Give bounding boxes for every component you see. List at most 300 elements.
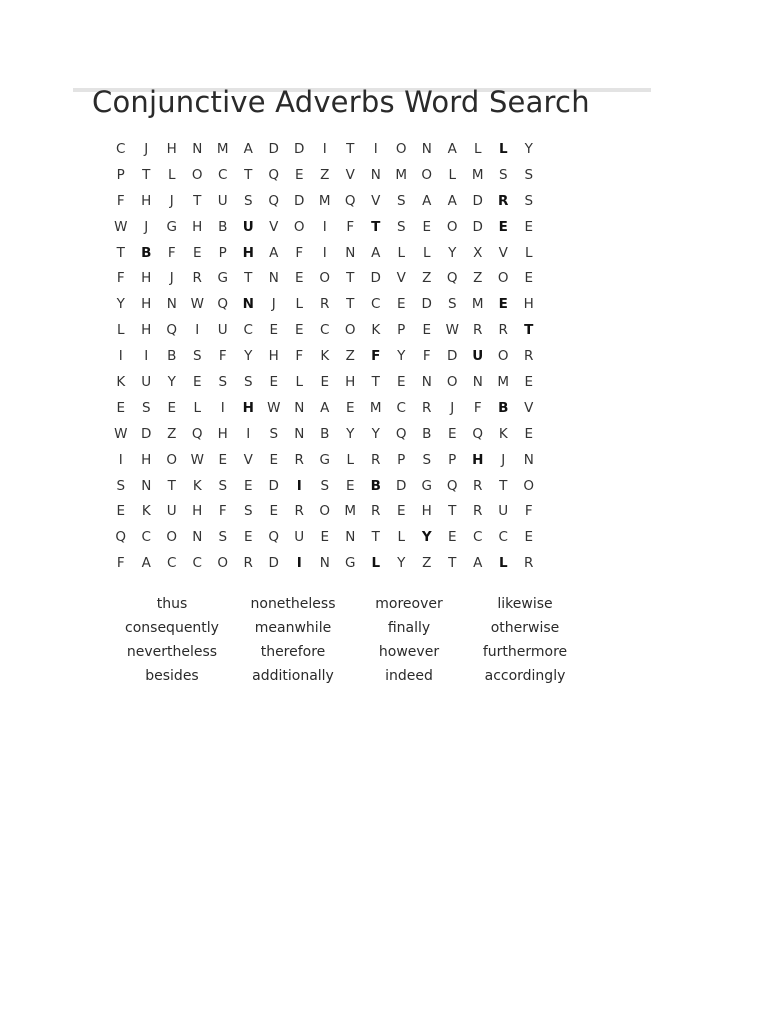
grid-letter: N (370, 166, 381, 183)
grid-letter: E (447, 529, 457, 546)
grid-letter: M (216, 140, 229, 157)
search-word: consequently (125, 620, 219, 636)
grid-letter: D (268, 140, 279, 157)
grid-letter: S (218, 373, 228, 390)
grid-letter: T (371, 218, 381, 235)
grid-letter: H (345, 373, 356, 390)
grid-letter: M (318, 192, 331, 209)
grid-letter: U (217, 322, 228, 339)
grid-letter: V (524, 399, 534, 416)
grid-letter: L (116, 322, 125, 339)
grid-letter: W (114, 218, 128, 235)
grid-letter: I (322, 140, 327, 157)
grid-letter: U (242, 218, 254, 235)
grid-letter: L (473, 140, 482, 157)
grid-letter: I (144, 348, 149, 365)
grid-letter: E (243, 529, 253, 546)
grid-letter: R (498, 192, 509, 209)
grid-letter: W (267, 399, 281, 416)
grid-letter: R (371, 451, 381, 468)
grid-letter: E (320, 529, 330, 546)
search-word: additionally (252, 668, 334, 684)
grid-letter: F (422, 348, 431, 365)
grid-row (108, 240, 542, 266)
grid-letter: K (371, 322, 381, 339)
grid-letter: E (524, 373, 534, 390)
grid-letter: N (166, 296, 177, 313)
grid-letter: I (322, 218, 327, 235)
grid-letter: E (422, 218, 432, 235)
search-word: nevertheless (126, 644, 218, 660)
grid-letter: E (269, 451, 279, 468)
grid-row (108, 291, 542, 317)
grid-letter: R (422, 399, 432, 416)
grid-letter: U (217, 192, 228, 209)
grid-letter: W (190, 451, 204, 468)
grid-letter: D (268, 477, 279, 494)
grid-letter: F (116, 555, 125, 572)
grid-letter: T (244, 166, 253, 183)
search-word: otherwise (490, 620, 560, 636)
grid-letter: E (320, 373, 330, 390)
grid-letter: N (192, 140, 203, 157)
grid-letter: Q (344, 192, 356, 209)
grid-letter: L (397, 244, 406, 261)
grid-letter: Y (371, 425, 380, 442)
grid-letter: G (319, 451, 330, 468)
grid-letter: S (524, 166, 534, 183)
grid-letter: T (499, 477, 508, 494)
grid-letter: E (294, 166, 304, 183)
grid-row (108, 395, 542, 421)
grid-letter: E (498, 218, 508, 235)
grid-letter: Y (524, 140, 533, 157)
grid-letter: E (218, 451, 228, 468)
grid-letter: R (294, 503, 304, 520)
grid-letter: I (118, 348, 123, 365)
grid-letter: E (396, 373, 406, 390)
grid-letter: O (421, 166, 433, 183)
grid-row (108, 214, 542, 240)
grid-letter: H (141, 451, 152, 468)
grid-letter: T (193, 192, 202, 209)
grid-letter: O (191, 166, 203, 183)
grid-letter: O (293, 218, 305, 235)
grid-letter: A (371, 244, 381, 261)
grid-letter: I (220, 399, 225, 416)
grid-letter: B (167, 348, 177, 365)
grid-letter: N (319, 555, 330, 572)
grid-letter: T (167, 477, 176, 494)
grid-letter: S (396, 218, 406, 235)
grid-letter: E (192, 373, 202, 390)
grid-letter: V (243, 451, 253, 468)
grid-letter: P (397, 322, 406, 339)
grid-letter: O (319, 270, 331, 287)
grid-letter: F (524, 503, 533, 520)
grid-letter: P (448, 451, 457, 468)
grid-letter: L (397, 529, 406, 546)
grid-letter: T (371, 373, 380, 390)
grid-letter: W (190, 296, 204, 313)
grid-letter: L (295, 373, 304, 390)
grid-row (108, 136, 542, 162)
grid-letter: N (421, 373, 432, 390)
grid-letter: F (371, 348, 381, 365)
grid-letter: T (116, 244, 125, 261)
grid-letter: E (294, 322, 304, 339)
grid-letter: T (142, 166, 151, 183)
grid-letter: Z (167, 425, 177, 442)
grid-letter: J (271, 296, 276, 313)
grid-letter: N (192, 529, 203, 546)
grid-letter: S (524, 192, 534, 209)
grid-letter: C (243, 322, 253, 339)
grid-letter: C (192, 555, 202, 572)
grid-letter: G (217, 270, 228, 287)
grid-letter: R (498, 322, 508, 339)
grid-letter: M (497, 373, 510, 390)
grid-letter: F (218, 503, 227, 520)
grid-letter: D (294, 192, 305, 209)
grid-letter: Y (116, 296, 125, 313)
grid-letter: L (498, 140, 508, 157)
grid-letter: N (268, 270, 279, 287)
grid-letter: S (422, 451, 432, 468)
grid-letter: A (243, 140, 253, 157)
grid-letter: L (193, 399, 202, 416)
grid-letter: J (144, 140, 149, 157)
word-list (114, 594, 584, 686)
grid-letter: Q (446, 270, 458, 287)
grid-letter: Y (397, 555, 406, 572)
grid-letter: Q (191, 425, 203, 442)
grid-letter: A (473, 555, 483, 572)
grid-row (108, 550, 542, 576)
grid-letter: V (269, 218, 279, 235)
grid-letter: Y (421, 529, 432, 546)
grid-letter: C (473, 529, 483, 546)
grid-letter: K (192, 477, 202, 494)
grid-row (108, 343, 542, 369)
grid-letter: Q (115, 529, 127, 546)
grid-letter: C (498, 529, 508, 546)
grid-letter: O (217, 555, 229, 572)
grid-letter: D (421, 296, 432, 313)
grid-letter: T (371, 529, 380, 546)
grid-letter: J (450, 399, 455, 416)
grid-letter: O (446, 373, 458, 390)
grid-letter: T (346, 140, 355, 157)
grid-letter: C (371, 296, 381, 313)
grid-letter: H (242, 244, 254, 261)
grid-letter: I (118, 451, 123, 468)
grid-letter: Z (473, 270, 483, 287)
search-word: besides (145, 668, 199, 684)
grid-letter: N (294, 425, 305, 442)
grid-letter: K (141, 503, 151, 520)
search-word: finally (387, 620, 431, 636)
grid-letter: N (345, 244, 356, 261)
grid-letter: B (498, 399, 509, 416)
grid-letter: D (472, 218, 483, 235)
grid-letter: Q (395, 425, 407, 442)
grid-letter: S (218, 529, 228, 546)
grid-letter: C (396, 399, 406, 416)
grid-letter: Z (422, 555, 432, 572)
grid-letter: C (167, 555, 177, 572)
grid-letter: H (268, 348, 279, 365)
grid-letter: D (447, 348, 458, 365)
grid-letter: B (218, 218, 228, 235)
grid-row (108, 498, 542, 524)
grid-letter: G (421, 477, 432, 494)
grid-letter: W (114, 425, 128, 442)
grid-letter: R (294, 451, 304, 468)
grid-letter: F (295, 244, 304, 261)
grid-letter: U (166, 503, 177, 520)
grid-letter: A (269, 244, 279, 261)
grid-letter: R (243, 555, 253, 572)
grid-letter: S (498, 166, 508, 183)
grid-letter: F (218, 348, 227, 365)
grid-letter: S (218, 477, 228, 494)
grid-letter: J (501, 451, 506, 468)
grid-letter: J (144, 218, 149, 235)
grid-letter: R (473, 503, 483, 520)
grid-letter: J (169, 270, 174, 287)
grid-letter: O (166, 529, 178, 546)
grid-letter: M (369, 399, 382, 416)
grid-letter: L (346, 451, 355, 468)
grid-letter: R (524, 555, 534, 572)
grid-letter: S (320, 477, 330, 494)
grid-letter: V (498, 244, 508, 261)
grid-letter: L (371, 555, 381, 572)
grid-letter: T (244, 270, 253, 287)
grid-row (108, 369, 542, 395)
grid-letter: R (320, 296, 330, 313)
grid-letter: L (295, 296, 304, 313)
grid-letter: T (448, 555, 457, 572)
grid-letter: F (346, 218, 355, 235)
grid-letter: E (524, 425, 534, 442)
grid-letter: K (498, 425, 508, 442)
grid-letter: I (296, 555, 302, 572)
grid-letter: E (396, 296, 406, 313)
grid-letter: Y (167, 373, 176, 390)
grid-letter: C (218, 166, 228, 183)
search-word: moreover (375, 596, 443, 612)
grid-letter: A (320, 399, 330, 416)
grid-row (108, 473, 542, 499)
grid-letter: H (141, 296, 152, 313)
grid-letter: L (167, 166, 176, 183)
grid-letter: E (345, 399, 355, 416)
grid-letter: H (472, 451, 484, 468)
grid-letter: I (195, 322, 200, 339)
search-word: meanwhile (254, 620, 332, 636)
grid-letter: A (447, 192, 457, 209)
grid-letter: C (141, 529, 151, 546)
grid-letter: O (319, 503, 331, 520)
grid-letter: S (243, 373, 253, 390)
grid-letter: B (422, 425, 432, 442)
grid-letter: B (141, 244, 152, 261)
grid-letter: B (370, 477, 381, 494)
grid-letter: V (371, 192, 381, 209)
grid-letter: E (116, 399, 126, 416)
grid-letter: Z (422, 270, 432, 287)
grid-letter: P (116, 166, 125, 183)
grid-letter: Q (268, 166, 280, 183)
grid-letter: E (116, 503, 126, 520)
grid-letter: E (524, 270, 534, 287)
grid-letter: S (243, 192, 253, 209)
grid-letter: M (471, 296, 484, 313)
grid-letter: F (473, 399, 482, 416)
grid-letter: E (269, 373, 279, 390)
grid-letter: H (166, 140, 177, 157)
grid-letter: S (396, 192, 406, 209)
grid-letter: X (473, 244, 483, 261)
grid-letter: Y (346, 425, 355, 442)
grid-letter: A (447, 140, 457, 157)
grid-letter: E (192, 244, 202, 261)
grid-letter: E (269, 503, 279, 520)
grid-letter: I (246, 425, 251, 442)
grid-letter: Q (217, 296, 229, 313)
grid-letter: D (294, 140, 305, 157)
grid-letter: K (320, 348, 330, 365)
search-word: furthermore (482, 644, 568, 660)
grid-letter: H (192, 503, 203, 520)
search-word: however (378, 644, 440, 660)
grid-letter: Z (320, 166, 330, 183)
grid-row (108, 265, 542, 291)
grid-letter: D (141, 425, 152, 442)
grid-letter: R (371, 503, 381, 520)
grid-letter: R (473, 322, 483, 339)
grid-letter: G (345, 555, 356, 572)
grid-letter: R (524, 348, 534, 365)
grid-letter: O (166, 451, 178, 468)
grid-letter: S (269, 425, 279, 442)
grid-letter: N (472, 373, 483, 390)
grid-letter: T (448, 503, 457, 520)
grid-letter: I (373, 140, 378, 157)
grid-letter: M (395, 166, 408, 183)
grid-letter: L (498, 555, 508, 572)
search-word: accordingly (484, 668, 566, 684)
grid-letter: O (523, 477, 535, 494)
grid-row (108, 188, 542, 214)
grid-letter: Q (268, 192, 280, 209)
grid-letter: U (294, 529, 305, 546)
grid-letter: N (294, 399, 305, 416)
grid-letter: D (268, 555, 279, 572)
grid-letter: K (116, 373, 126, 390)
grid-letter: G (166, 218, 177, 235)
search-word: thus (156, 596, 188, 612)
grid-letter: E (243, 477, 253, 494)
grid-letter: F (167, 244, 176, 261)
grid-letter: L (422, 244, 431, 261)
grid-letter: N (141, 477, 152, 494)
grid-letter: Y (244, 348, 253, 365)
grid-letter: O (344, 322, 356, 339)
grid-letter: M (471, 166, 484, 183)
grid-letter: W (445, 322, 459, 339)
grid-letter: E (396, 503, 406, 520)
grid-letter: S (116, 477, 126, 494)
grid-letter: V (345, 166, 355, 183)
grid-letter: O (497, 270, 509, 287)
grid-letter: H (141, 192, 152, 209)
grid-letter: D (396, 477, 407, 494)
grid-letter: S (243, 503, 253, 520)
search-word: nonetheless (250, 596, 336, 612)
search-word: therefore (260, 644, 326, 660)
grid-letter: H (192, 218, 203, 235)
grid-letter: E (498, 296, 508, 313)
page-title: Conjunctive Adverbs Word Search (92, 85, 590, 119)
grid-row (108, 162, 542, 188)
grid-letter: T (346, 270, 355, 287)
grid-letter: B (320, 425, 330, 442)
grid-letter: N (523, 451, 534, 468)
grid-letter: E (269, 322, 279, 339)
grid-letter: L (524, 244, 533, 261)
letter-grid (108, 136, 542, 576)
grid-letter: S (447, 296, 457, 313)
grid-letter: F (116, 192, 125, 209)
grid-letter: D (370, 270, 381, 287)
grid-row (108, 317, 542, 343)
grid-letter: Q (446, 477, 458, 494)
grid-letter: H (523, 296, 534, 313)
grid-letter: C (320, 322, 330, 339)
grid-letter: E (422, 322, 432, 339)
grid-letter: S (141, 399, 151, 416)
grid-letter: R (192, 270, 202, 287)
grid-row (108, 421, 542, 447)
grid-letter: Q (268, 529, 280, 546)
grid-letter: Q (472, 425, 484, 442)
grid-letter: E (345, 477, 355, 494)
grid-letter: E (294, 270, 304, 287)
grid-letter: F (295, 348, 304, 365)
grid-letter: C (116, 140, 126, 157)
grid-letter: P (397, 451, 406, 468)
search-word: likewise (497, 596, 553, 612)
grid-letter: I (296, 477, 302, 494)
grid-letter: H (242, 399, 254, 416)
grid-letter: J (169, 192, 174, 209)
grid-letter: U (141, 373, 152, 390)
grid-letter: E (167, 399, 177, 416)
grid-letter: M (344, 503, 357, 520)
grid-letter: L (448, 166, 457, 183)
grid-letter: S (192, 348, 202, 365)
grid-letter: N (242, 296, 254, 313)
grid-letter: T (346, 296, 355, 313)
grid-letter: H (421, 503, 432, 520)
grid-letter: O (446, 218, 458, 235)
grid-letter: H (141, 322, 152, 339)
grid-letter: Z (345, 348, 355, 365)
grid-letter: E (447, 425, 457, 442)
